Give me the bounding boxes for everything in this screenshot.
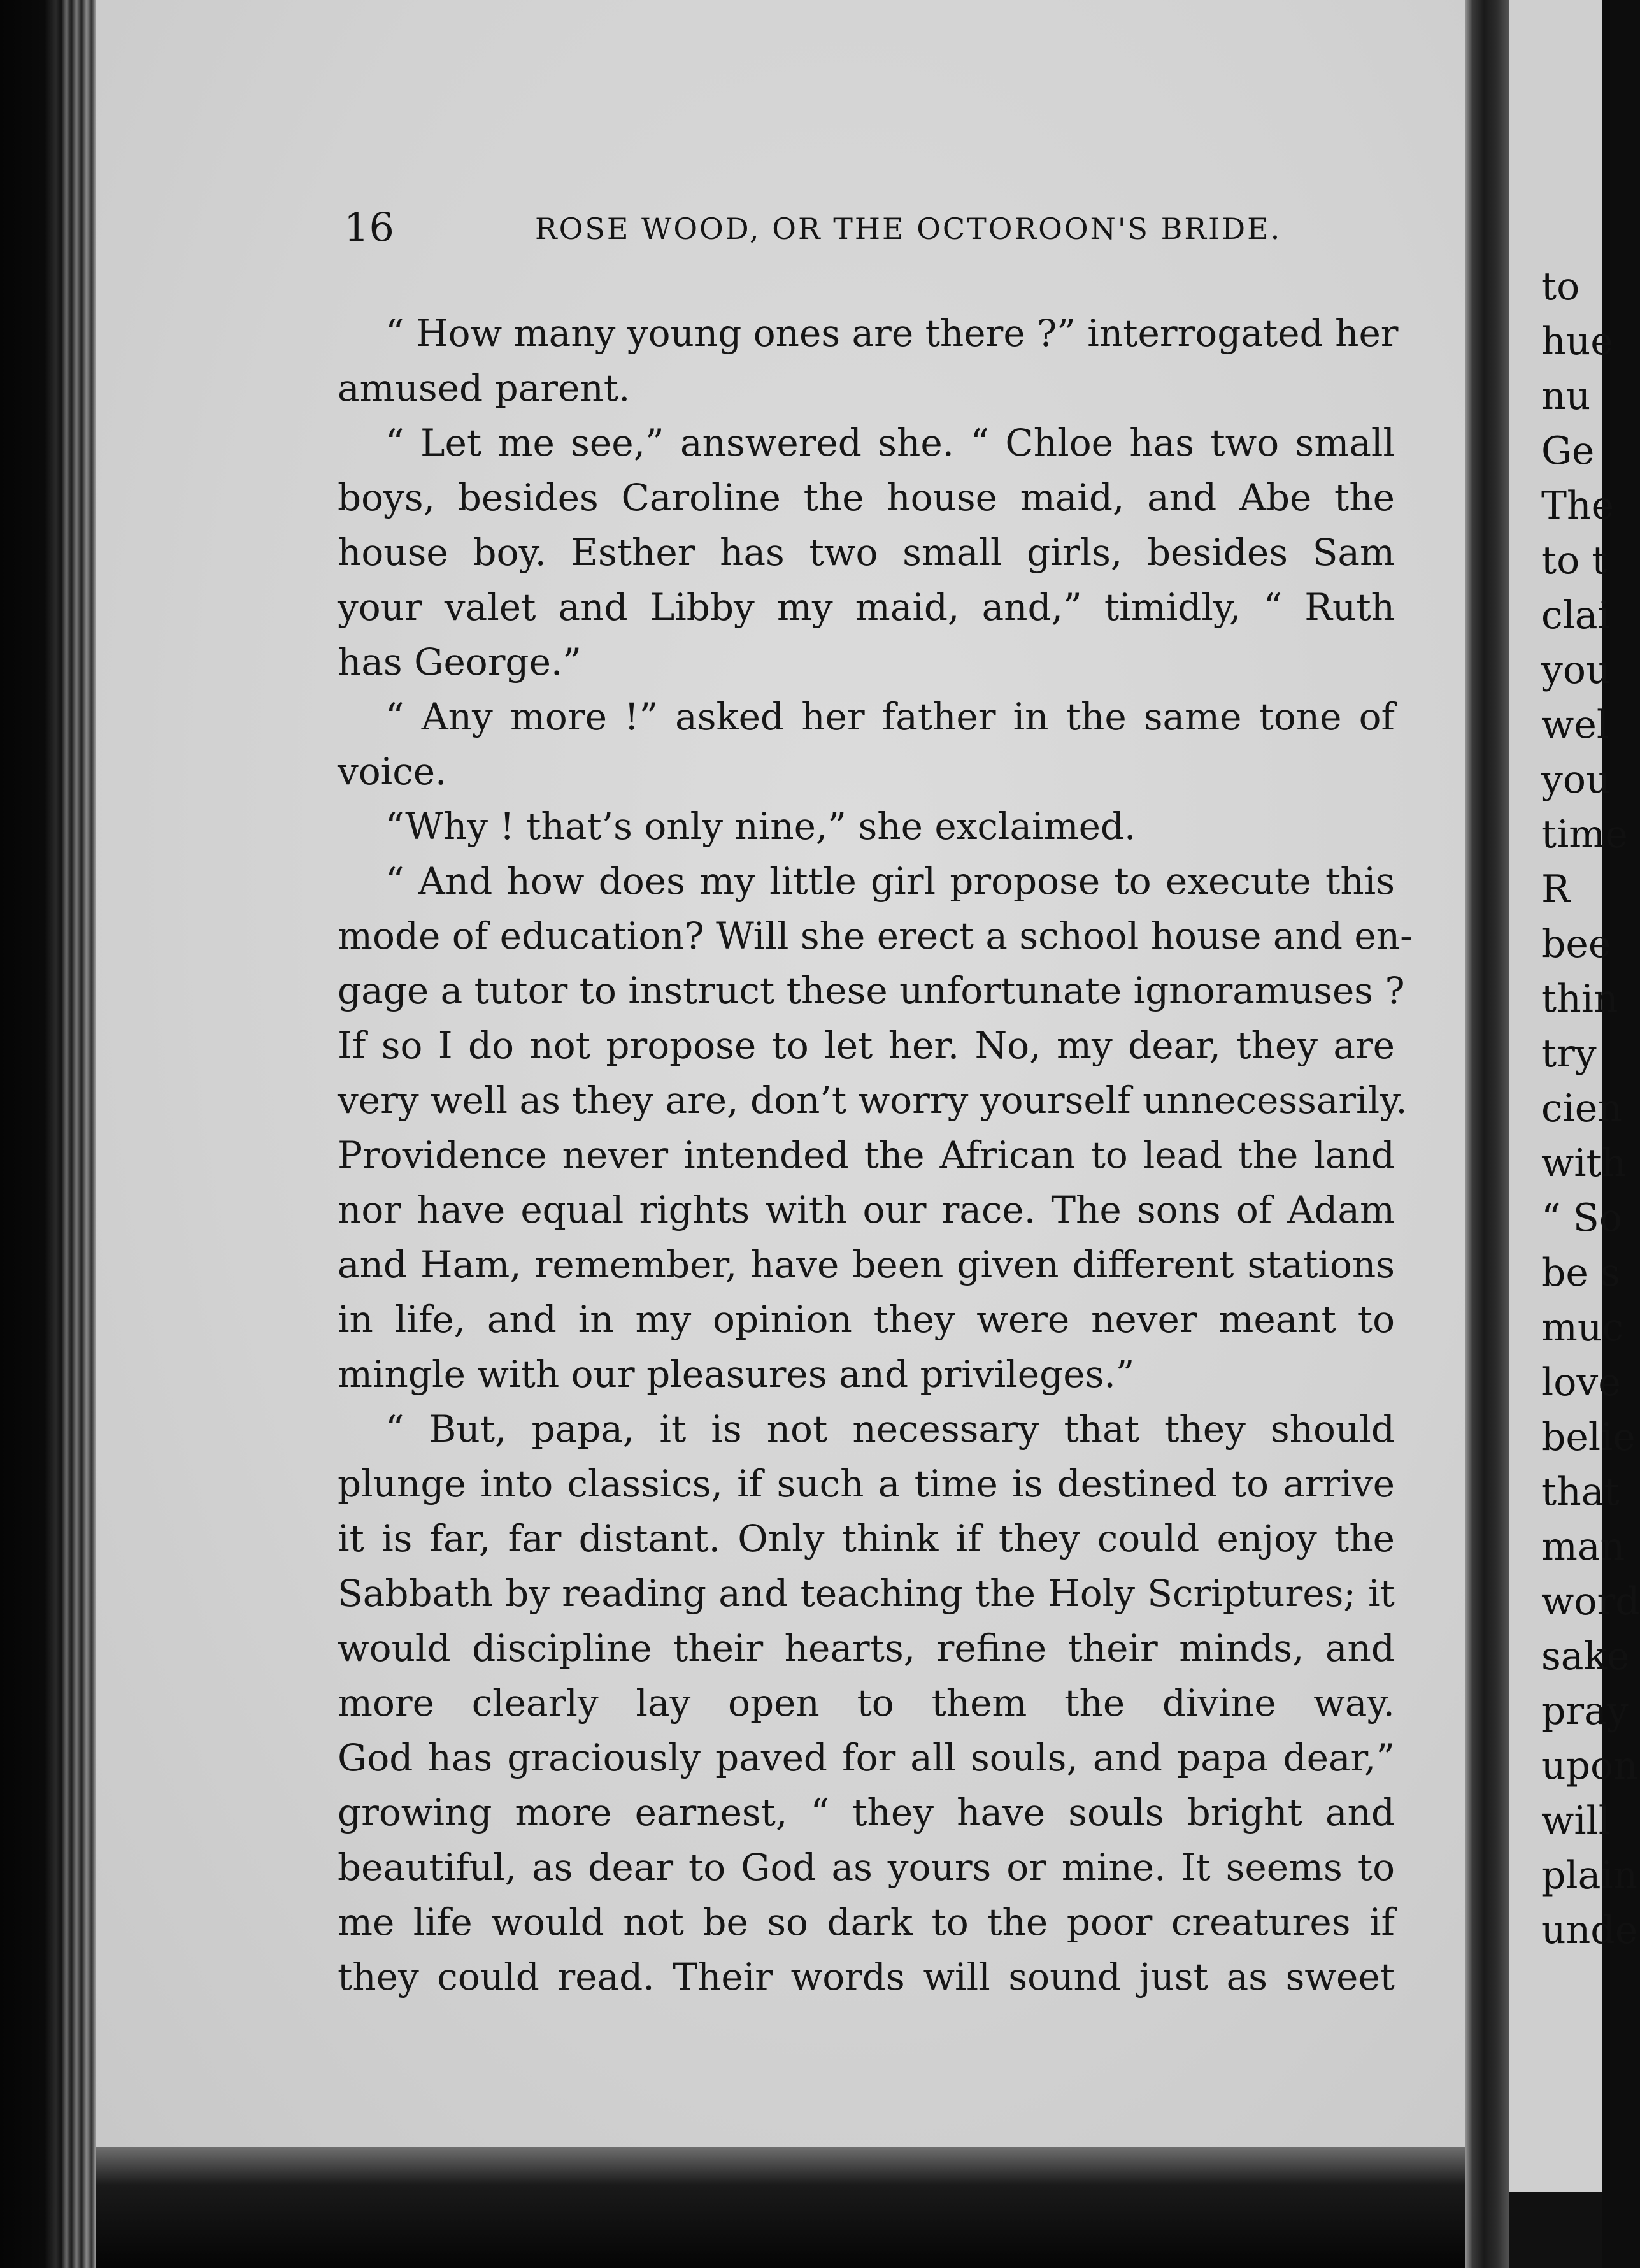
book-page <box>96 0 1465 2147</box>
facing-page-line-fragment: hue <box>1541 319 1613 364</box>
text-line: your valet and Libby my maid, and,” timidly, “ Ruth <box>338 585 1395 629</box>
running-header <box>344 204 1408 255</box>
text-line: very well as they are, don’t worry yourself unnecessarily. <box>338 1079 1408 1122</box>
running-title: ROSE WOOD, OR THE OCTOROON'S BRIDE. <box>535 212 1282 246</box>
text-line: “ And how does my little girl propose to execute this <box>385 859 1395 903</box>
facing-page-line-fragment: pray <box>1541 1689 1629 1733</box>
text-line: growing more earnest, “ they have souls bright and <box>338 1791 1395 1834</box>
facing-page-line-fragment: try <box>1541 1031 1597 1076</box>
text-line: If so I do not propose to let her. No, my dear, they are <box>338 1024 1395 1067</box>
facing-page-line-fragment: man <box>1541 1525 1625 1569</box>
text-line: Providence never intended the African to lead the land <box>338 1133 1395 1177</box>
facing-page-edge <box>1509 0 1640 2192</box>
text-line: it is far, far distant. Only think if they could enjoy the <box>338 1517 1395 1560</box>
facing-page-line-fragment: be s <box>1541 1251 1620 1295</box>
text-line: me life would not be so dark to the poor creatures if <box>338 1900 1395 1944</box>
text-line: “Why ! that’s only nine,” she exclaimed. <box>385 805 1136 848</box>
text-line: house boy. Esther has two small girls, besides Sam <box>338 531 1395 574</box>
text-line: and Ham, remember, have been given different stations <box>338 1243 1395 1286</box>
text-line: in life, and in my opinion they were never meant to <box>338 1298 1395 1341</box>
facing-page-line-fragment: clai <box>1541 593 1610 638</box>
text-line: Sabbath by reading and teaching the Holy Scriptures; it <box>338 1572 1395 1615</box>
facing-page-line-fragment: belie <box>1541 1415 1636 1460</box>
facing-page-line-fragment: to <box>1541 264 1580 309</box>
facing-page-line-fragment: that <box>1541 1470 1620 1514</box>
book-binding-edge <box>0 0 96 2268</box>
facing-page-line-fragment: The <box>1541 484 1615 528</box>
text-line: “ Any more !” asked her father in the same tone of <box>385 695 1395 738</box>
facing-page-line-fragment: unde <box>1541 1908 1638 1953</box>
text-line: God has graciously paved for all souls, and papa dear,” <box>338 1736 1395 1779</box>
text-line: they could read. Their words will sound just as sweet <box>338 1955 1395 1999</box>
facing-page-shadow <box>1509 2192 1602 2268</box>
text-line: nor have equal rights with our race. The sons of Adam <box>338 1188 1395 1231</box>
page-number: 16 <box>344 204 394 250</box>
facing-page-line-fragment: you <box>1541 648 1611 693</box>
facing-page-line-fragment: you <box>1541 757 1611 802</box>
facing-page-line-fragment: nu <box>1541 374 1591 419</box>
facing-page-line-fragment: love <box>1541 1360 1621 1405</box>
text-line: voice. <box>338 750 447 793</box>
text-line: boys, besides Caroline the house maid, and Abe the <box>338 476 1395 519</box>
text-line: beautiful, as dear to God as yours or mine. It seems to <box>338 1846 1395 1889</box>
text-line: “ How many young ones are there ?” interrogated her <box>385 312 1399 355</box>
facing-page-line-fragment: upon <box>1541 1744 1638 1788</box>
book-gutter <box>1465 0 1509 2268</box>
text-line: has George.” <box>338 640 581 684</box>
text-line: “ But, papa, it is not necessary that they should <box>385 1407 1395 1451</box>
facing-page-line-fragment: cien <box>1541 1086 1622 1131</box>
facing-page-line-fragment: Ge <box>1541 429 1595 473</box>
facing-page-line-fragment: “ So <box>1541 1196 1622 1240</box>
facing-page-line-fragment: will <box>1541 1798 1611 1843</box>
facing-page-line-fragment: with <box>1541 1141 1627 1186</box>
text-line: plunge into classics, if such a time is destined to arrive <box>338 1462 1395 1505</box>
facing-page-line-fragment: thin <box>1541 977 1618 1021</box>
page-body-text <box>338 306 1413 2004</box>
text-line: would discipline their hearts, refine their minds, and <box>338 1626 1395 1670</box>
facing-page-line-fragment: to t <box>1541 538 1608 583</box>
text-line: “ Let me see,” answered she. “ Chloe has two small <box>385 421 1395 464</box>
facing-page-line-fragment: wel <box>1541 703 1609 747</box>
text-line: more clearly lay open to them the divine way. <box>338 1681 1395 1725</box>
facing-page-line-fragment: plain <box>1541 1853 1638 1898</box>
facing-page-line-fragment: time <box>1541 812 1628 857</box>
text-line: mingle with our pleasures and privileges.” <box>338 1353 1135 1396</box>
facing-page-line-fragment: R <box>1541 867 1571 912</box>
text-line: mode of education? Will she erect a school house and en- <box>338 914 1413 958</box>
text-line: amused parent. <box>338 366 631 410</box>
page-bottom-shadow <box>96 2147 1465 2268</box>
facing-page-line-fragment: bee <box>1541 922 1611 966</box>
text-line: gage a tutor to instruct these unfortunate ignoramuses ? <box>338 969 1405 1012</box>
facing-page-line-fragment: sake <box>1541 1634 1630 1679</box>
facing-page-line-fragment: muc <box>1541 1305 1624 1350</box>
facing-page-line-fragment: word <box>1541 1579 1640 1624</box>
